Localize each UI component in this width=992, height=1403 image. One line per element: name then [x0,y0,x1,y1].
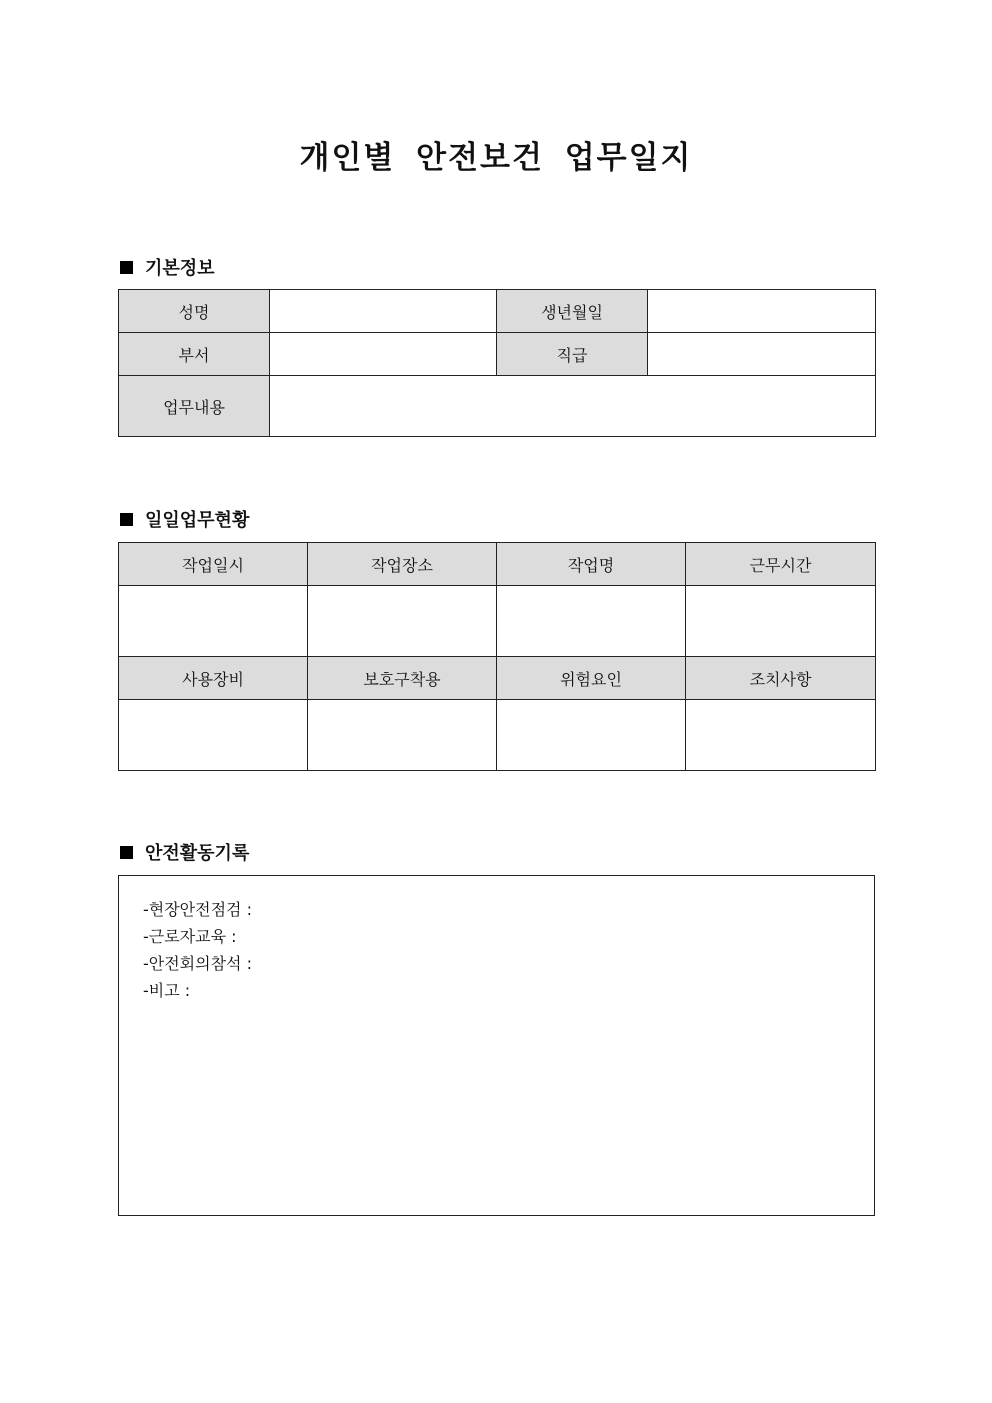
square-bullet-icon [120,846,133,859]
square-bullet-icon [120,261,133,274]
department-field[interactable] [270,333,497,376]
birthdate-field[interactable] [648,290,876,333]
name-field[interactable] [270,290,497,333]
section-heading-label: 기본정보 [145,258,215,279]
position-field[interactable] [648,333,876,376]
section-heading-label: 안전활동기록 [145,843,250,864]
table-row [119,376,876,437]
section-heading-basic-info [120,254,215,280]
work-name-field[interactable] [497,586,686,657]
protective-gear-header: 보호구착용 [308,657,497,700]
safety-meeting-line: -안전회의참석 : [143,954,252,973]
table-row [119,700,876,771]
protective-gear-field[interactable] [308,700,497,771]
table-row [119,586,876,657]
hazard-factors-field[interactable] [497,700,686,771]
work-location-field[interactable] [308,586,497,657]
section-heading-daily-status [120,506,249,532]
birthdate-label: 생년월일 [497,290,648,333]
basic-info-table [118,289,876,437]
square-bullet-icon [120,513,133,526]
work-datetime-field[interactable] [119,586,308,657]
work-hours-header: 근무시간 [686,543,876,586]
safety-record-box[interactable] [118,875,875,1216]
site-inspection-line: -현장안전점검 : [143,900,252,919]
department-label: 부서 [119,333,270,376]
duties-field[interactable] [270,376,876,437]
work-name-header: 작업명 [497,543,686,586]
hazard-factors-header: 위험요인 [497,657,686,700]
work-location-header: 작업장소 [308,543,497,586]
table-header-row [119,543,876,586]
position-label: 직급 [497,333,648,376]
table-header-row [119,657,876,700]
remarks-line: -비고 : [143,981,191,1000]
section-heading-label: 일일업무현황 [145,510,250,531]
work-hours-field[interactable] [686,586,876,657]
worker-training-line: -근로자교육 : [143,927,237,946]
equipment-header: 사용장비 [119,657,308,700]
document-title: 개인별 안전보건 업무일지 [299,140,693,176]
duties-label: 업무내용 [119,376,270,437]
daily-status-table [118,542,876,771]
table-row [119,333,876,376]
safety-record-list [143,896,252,1004]
actions-taken-header: 조치사항 [686,657,876,700]
table-row [119,290,876,333]
name-label: 성명 [119,290,270,333]
actions-taken-field[interactable] [686,700,876,771]
section-heading-safety-record [120,839,249,865]
work-datetime-header: 작업일시 [119,543,308,586]
equipment-field[interactable] [119,700,308,771]
